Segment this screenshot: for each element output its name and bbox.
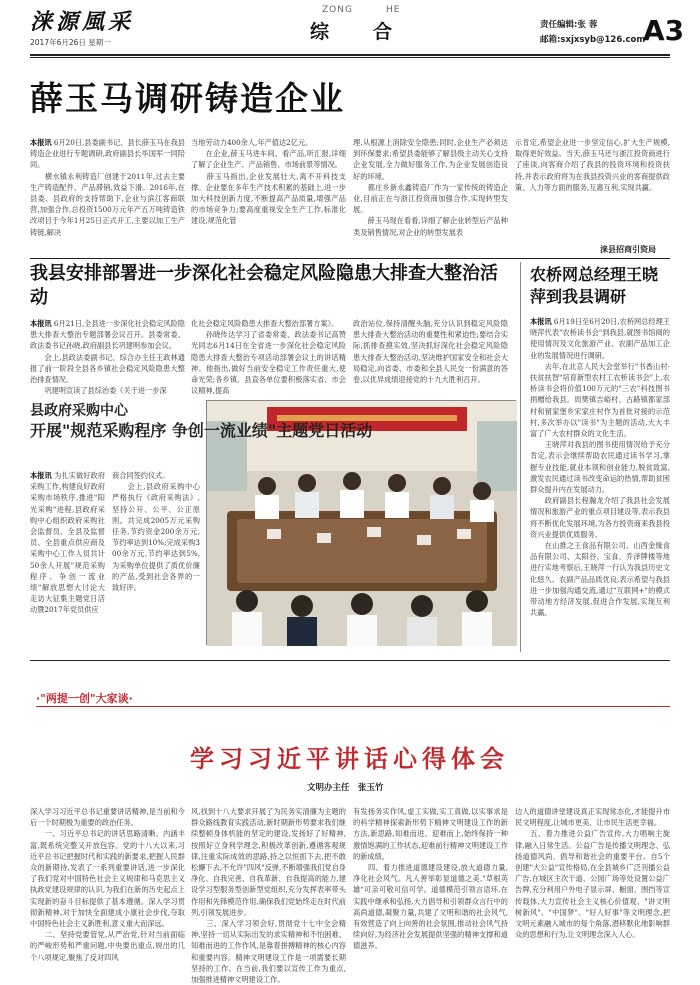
section-pinyin-left: ZONG xyxy=(322,5,353,15)
article3-headline: 农桥网总经理王晓萍到我县调研 xyxy=(530,265,659,306)
column-rule xyxy=(36,706,670,707)
responsible-editor: 责任编辑:张 蓉 xyxy=(540,20,598,30)
special-col2: 风,找到十八大要求开展了为民务实清廉为主题的群众路线教育实践活动,新时期新形势要求我们继续整顿身体机能的坚定的建设,发扬好了好精神,按照好立身利学理念,积极改革创新,遵循客观规律,注重实际成效的思路,持之以恒抓下去,把不敢松懈下去,不允许"四风"反弹,不断增强我们党自身净化、自我完善、自我革新、自我提高的能力,建设学习型服务型创新型党组织,充分发挥表率带头作用和先锋模范作用,确保我们党始终走在时代前列,引领发展进步。 三、深入学习领会好,贯彻党十七中全会精神,坚持一切从实际出发的求实精神和不怕困难、知难而进的工作作风,是靠着拼搏精神的核心内容和重要内容。精神文明建设工作是一项需要长期坚持的工作。在当前,我们要以宣传工作为重点,加强推进精神文明建设工作。 xyxy=(191,807,346,985)
special-byline: 文明办主任 张玉竹 xyxy=(307,783,384,793)
column-divider xyxy=(520,262,521,652)
article3-body xyxy=(530,316,670,652)
special-col3: 有发扬务实作风,虚工实做,实工真做,以实事求是的科学精神探索新形势下精神文明建设工作的新方法,新思路,知难而进、迎难而上,始终保持一种激情饱满的工作状态,迎难前行精神文明建设工作的新成绩。 四、着力推进道德建设建设,放大道德力量,净化社会风气。凡人善举彰显道德之美,"草根英雄"可亲可敬可信可学。道德模范引领言语环,在实践中继承和弘扬,大力倡导和引领群众言行中的高尚道德,凝聚力量,共建了文明和谐的社会风气,有效营造了向上向善的社会氛围,推动社会风气持续向好,为经济社会发展提供坚强的精神支撑和道德滋养。 xyxy=(353,807,508,951)
page-number: A3 xyxy=(643,14,685,47)
article1-col1-text: 6月20日,县委副书记、县长薛玉马在我县铸造企业进行专题调研,政府副县长毕国军一同陪同。 横水镇永利铸造厂创建于2011年,过去主要生产铸造配件、产品滞销,效益下滑。2016年,在县委、县政府的支持帮助下,企业与滨江客商联营,加强合作,总投资1500万元年产五万吨铸造铁改项目于今年1月25日正式开工,主要以加工生产铸链,解决 xyxy=(30,138,185,237)
article1-col4: 示肯定,希望企业进一步坚定信心,扩大生产规模,取得更好效益。当天,薛玉马还与浙江投资商进行了座谈,向客商介绍了我县的投资环境和投资扶持,并表示政府将为在我县投资兴业的客商提供政策、人力等方面的服务,互惠互利,实现共赢。 xyxy=(515,138,670,192)
article4-headline: 开展"规范采购程序 争创一流业绩"主题党日活动 xyxy=(30,421,373,440)
article1-byline: 涞县招商引资局 xyxy=(600,245,656,254)
article3-lead: 本报讯 xyxy=(530,317,552,326)
article4-kicker: 县政府采购中心 xyxy=(30,403,128,419)
divider xyxy=(30,258,670,259)
section-pinyin-right: HE xyxy=(386,5,401,15)
article3-body-text: 6月19日至6月20日,农桥网总经理王晓萍代表"农桥读书会"到我县,就图书馆阅的使用情况及文化旅游产业、农副产品加工企业的发展情况进行调研。 去年,在北京人民大会堂举行"书香山村·扶贫扶智"培育新型农村工农桥读书会"上,农桥读书会将价值100万元的"三农"科技图书捐赠给我县。周樊镇吉峪村、古路镇都家部村和留家堡乡宋家庄村作为首批对接的示范村,多次举办以"读书"为主题的活动,大大丰富了广大农村群众的文化生活。 王晓萍对我县的图书使用情况给予充分肯定,表示会继续帮助农民通过读书学习,掌握专业技能,就业本领和创业能力,脱贫致富,激发农民通过读书改变命运的热情,帮助贫困群众提升内在发展动力。 政府副县长程瀚龙介绍了我县社会发展情况和旅游产业的重点项目建设等,表示我县将不断优化发展环境,为各方投资商来我县投资兴业提供优质服务。 在山推之王食品有限公司、山西金缘食品有限公司、太阳谷、宝食、乔泽牌楼等地进行实地考察后,王晓萍一行认为我县历史文化悠久、农副产品品质优良,表示希望与我县进一步加强沟通交流,通过"互联网+"的模式带动地方经济发展,促进合作发展,实现互利共赢。 xyxy=(530,317,670,618)
article1-col1 xyxy=(30,137,185,249)
header-rule xyxy=(30,54,670,56)
divider xyxy=(30,660,670,661)
article2-col3: 政治站位,保持清醒头脑,充分认识到稳定风险隐患大排查大整治活动的重要性和紧迫性;要结合实际,抓排查摸实效,坚决抓好深化社会稳定风险隐患大排查大整治活动,坚决维护国家安全和社会大局稳定,向省委、市委和全县人民交一份满意的答卷,以优异成绩迎接党的十九大胜利召开。 xyxy=(353,319,508,385)
article1-col3: 理,从根源上消除安全隐患;同时,企业生产必须达到环保要求;希望县委能够了解县级主动关心支持企业发展,全力做好服务工作,为企业发展创造良好的环境。 都庄乡新永鑫铸造厂作为一家传统的铸造企业,目前正在与浙江投资商加强合作,实现转型发展。 薛玉马现在看看,详细了解企业转型后产品种类及销售情况,对企业的转型发展表 xyxy=(353,138,508,237)
header-rule-thin xyxy=(30,57,670,58)
article2-col1 xyxy=(30,318,185,396)
editor-email: 邮箱:sxjxsyb@126.com xyxy=(540,35,646,45)
special-headline: 学习习近平讲话心得体会 xyxy=(190,745,509,773)
article4-lead: 本报讯 xyxy=(30,471,52,480)
article1-headline: 薛玉马调研铸造企业 xyxy=(30,79,345,118)
section-name-left: 综 xyxy=(310,21,330,43)
article1-lead: 本报讯 xyxy=(30,138,52,147)
section-name-right: 合 xyxy=(373,21,393,43)
special-col1: 深入学习习近平总书记重要讲话精神,是当前和今后一个时期极为重要的政治任务。 一、习近平总书记的讲话思路清晰、内涵丰富,既系统完整又开放包容。党的十八大以来,习近平总书记把握时代和实践的新要求,把握人民群众的新期待,发表了一系列重要讲话,进一步深化了我们党对中国特色社会主义规律和马克思主义执政党建设规律的认识,为我们在新的历史起点上实现新的奋斗目标提供了基本遵循。深入学习贯彻新精神,对于加快全面建成小康社会步伐,夺取中国特色社会主义新胜利,意义重大而深远。 二、坚持党要管党,从严治党,针对当前面临的严峻形势和严重问题,中央要出重点,规出的几个八项规定,聚焦了反对四风 xyxy=(30,807,185,962)
article1-col2: 当地劳动力400余人,年产值达2亿元。 在企业,薛玉马进车间、看产品,听汇报,详细了解了企业生产、产品销售、市场前景等情况。 薛玉马指出,企业发展壮大,离不开科技支撑。企业要在多年生产技术积累的基础上,进一步加大科技创新力度,不断提高产品质量,增强产品的市场竞争力;要高度重视安全生产工作,标准化建设,规范化管 xyxy=(191,138,346,226)
column-label: ·"两提一创"大家谈· xyxy=(36,692,133,705)
issue-date: 2017年6月26日 星期一 xyxy=(30,38,111,47)
article2-col1-text: 6月21日,全县进一步深化社会稳定风险隐患大排查大整治专题部署会议召开。县委常委、政法委书记孙晓,政府副县长巩建明参加会议。 会上,县政法委副书记、综合办主任王政林通报了前一阶段全县各乡镇社会稳定风险隐患大整治排查情况。 巩建明宣读了县综治委《关于进一步深 xyxy=(30,319,185,396)
article4-col1 xyxy=(30,470,105,650)
article4-col1-text: 为扎实做好政府采购工作,构建良好政府采购市场秩序,推进"阳光采购"进程,县政府采购中心组织政府采购社会监督员、全县及监督员、全县重点供应商及采购中心工作人员共计50余人开展"规范采购程序、争创一流业绩"解放思想大讨论大走访大征集主题党日活动暨2017年党员供应 xyxy=(30,471,105,615)
article2-lead: 本报讯 xyxy=(30,319,52,328)
masthead-title: 涞源風采 xyxy=(30,9,135,35)
article4-col2: 商合同签约仪式。 会上,县政府采购中心严格执行《政府采购法》,坚持公开、公平、公正原则。共完成2005万元采购任务,节约资金200余万元,节约率达到10%;完成采购300余万元,节约率达到5%,为采购单位提供了质优价廉的产品,受到社会各界的一致好评。 xyxy=(112,471,200,593)
article2-headline: 我县安排部署进一步深化社会稳定风险隐患大排查大整治活动 xyxy=(30,263,498,308)
article2-col2: 化社会稳定风险隐患大排查大整治部署方案》。 孙晓传达学习了省委常委、政法委书记高赞光同志6月14日在全省进一步深化社会稳定风险隐患大排查大整治专项活动部署会议上的讲话精神。他指出,做好当前安全稳定工作责任重大,使命光荣;各乡镇、县直各单位要积极落实省、市会议精神,提高 xyxy=(191,319,346,396)
special-col4: 边人的道德讲堂建设真正实现常态化,才能提升市民文明程度,让城市更美、让市民生活更幸福。 五、着力推进公益广告宣传,大力唱响主旋律,融入日常生活。公益广告是传播文明理念、弘扬道德风尚、倡导和谐社会的重要平台。自5个创建"大公益"宣传格局,在全县城乡广泛刊播公益广告,在城区主次干道、公园广场等处设置公益广告牌,充分利用户外电子显示屏、橱窗、围挡等宣传载体,大力宣传社会主义核心价值观、"讲文明树新风"、"中国梦"、"好人好事"等文明理念,把文明元素融入城市的每个角落,潜移默化地影响群众的思想和行为,让文明理念深入人心。 xyxy=(515,807,670,940)
